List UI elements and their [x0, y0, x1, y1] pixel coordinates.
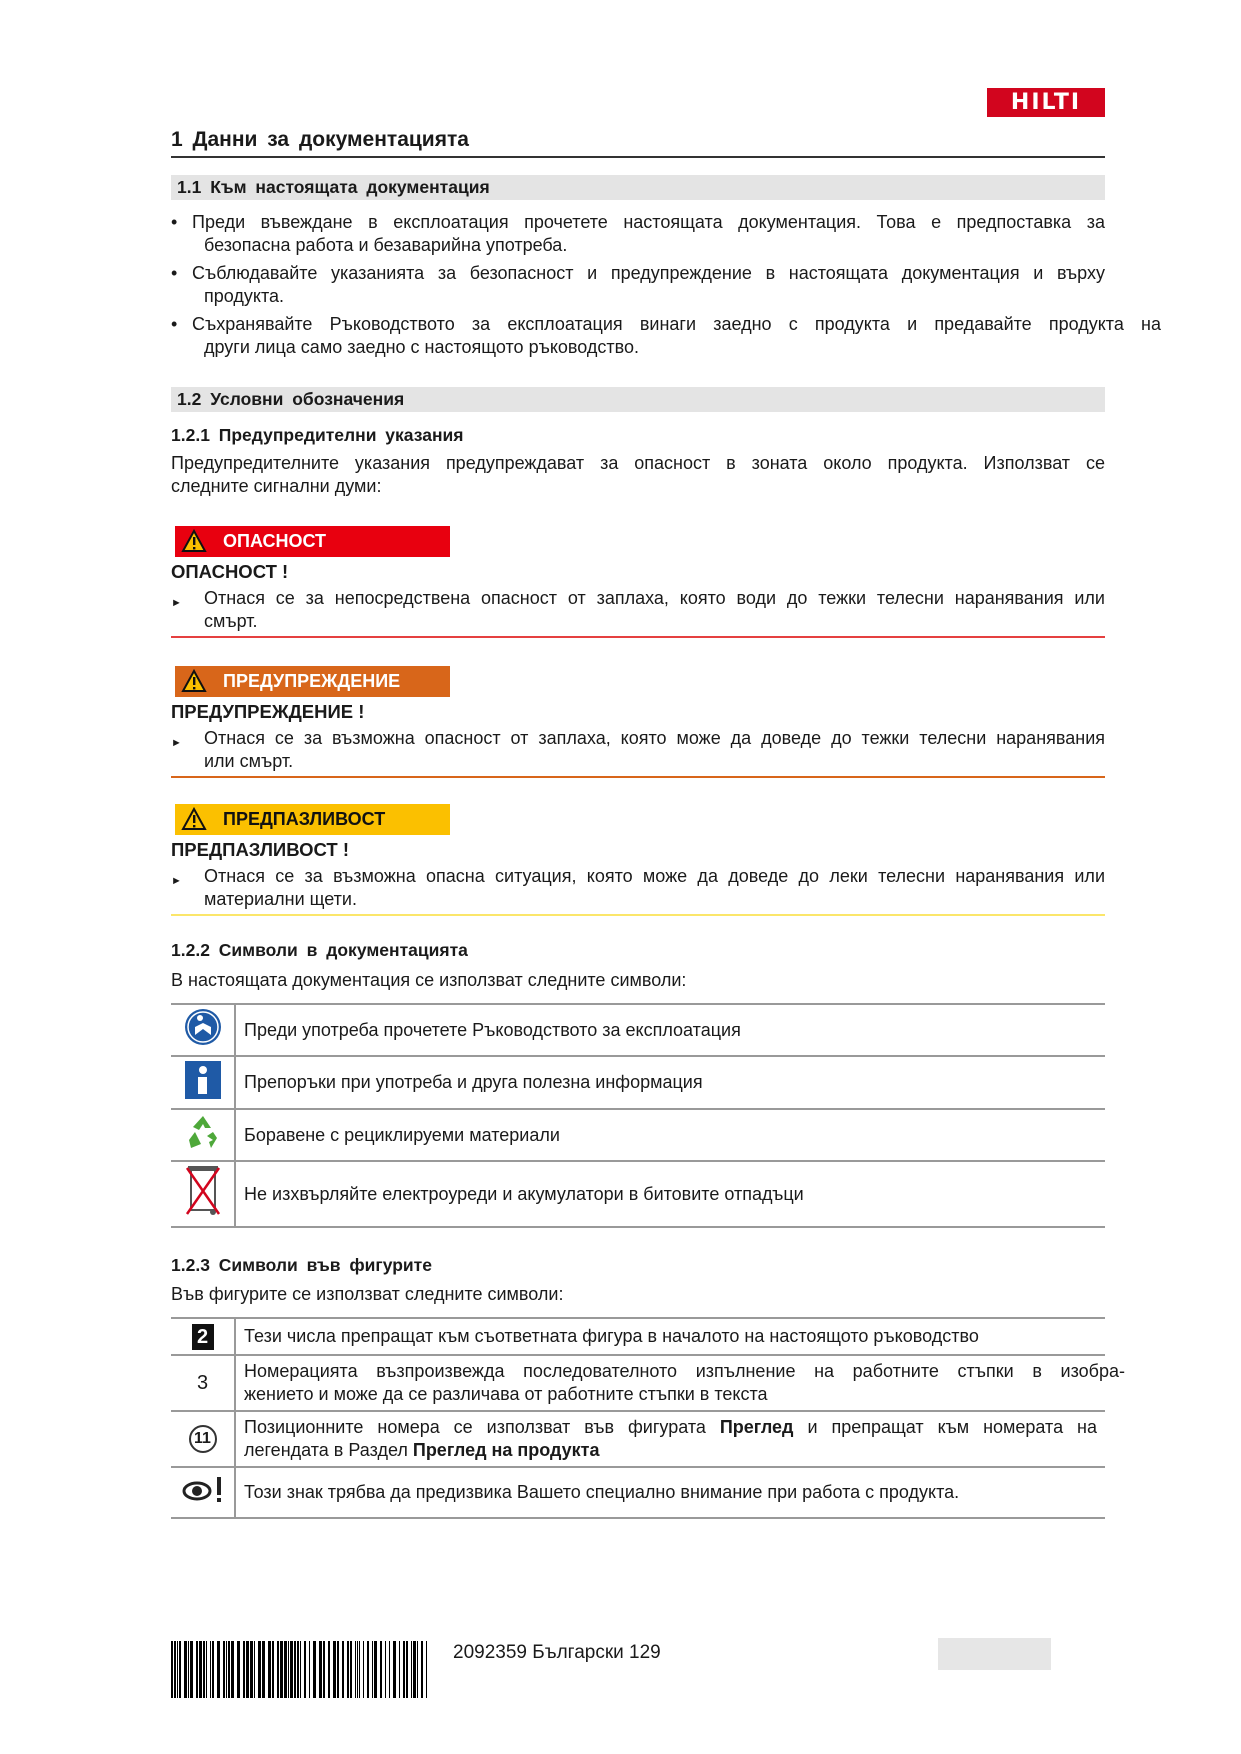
barcode-bar: [367, 1641, 369, 1698]
line: Съблюдавайте указанията за безопасност и предупреждение в настоящата документация и върху: [192, 263, 1105, 283]
barcode-bar: [372, 1641, 373, 1698]
separator: [171, 914, 1105, 916]
intro-paragraph: [171, 452, 1105, 498]
barcode-bar: [212, 1641, 214, 1698]
symbol-description: [244, 1439, 1097, 1462]
bold-text: Преглед: [719, 1417, 794, 1437]
barcode-bar: [359, 1641, 360, 1698]
table-row: [171, 1004, 1105, 1056]
barcode-bar: [284, 1641, 287, 1698]
info-icon: [184, 1060, 222, 1100]
barcode-bar: [323, 1641, 325, 1698]
barcode-bar: [426, 1641, 427, 1698]
symbol-description: Този знак трябва да предизвика Вашето специално внимание при работа с продукта.: [244, 1482, 960, 1502]
gray-box: [938, 1638, 1051, 1670]
label: ПРЕДПАЗЛИВОСТ: [223, 809, 386, 829]
signal-description: [171, 587, 1105, 633]
line: Преди въвеждане в експлоатация прочетете настоящата документация. Това е предпоставка за: [192, 212, 1105, 232]
line: Отнася се за непосредствена опасност от заплаха, която води до тежки телесни наранявания или: [204, 588, 1105, 608]
barcode-bar: [380, 1641, 382, 1698]
signal-heading: ОПАСНОСТ !: [171, 561, 289, 582]
table-row: [171, 1411, 1105, 1467]
barcode-bar: [231, 1641, 234, 1698]
barcode-bar: [196, 1641, 198, 1698]
barcode-bar: [294, 1641, 296, 1698]
signal-description: [171, 727, 1105, 773]
figure-number-symbol: 2: [192, 1324, 214, 1350]
signal-description: [171, 865, 1105, 911]
intro-paragraph: В настоящата документация се използват следните символи:: [171, 970, 687, 990]
barcode-bar: [177, 1641, 178, 1698]
line: Предупредителните указания предупреждават за опасност в зоната около продукта. Използват се: [171, 453, 1105, 473]
symbol-description: Тези числа препращат към съответната фигура в началото на настоящото ръководство: [244, 1326, 979, 1346]
section-1-2-3-title: 1.2.3 Символи във фигурите: [171, 1255, 432, 1275]
signal-word-label: [175, 526, 450, 557]
barcode-bar: [300, 1641, 301, 1698]
barcode-bar: [389, 1641, 390, 1698]
section-1-2-2-title: 1.2.2 Символи в документацията: [171, 940, 468, 960]
text: и препращат към номерата на: [793, 1417, 1098, 1437]
hilti-logo: HILTI: [987, 88, 1105, 117]
signal-heading: ПРЕДУПРЕЖДЕНИЕ !: [171, 701, 365, 722]
symbol-description: Не изхвърляйте електроуреди и акумулатори в битовите отпадъци: [235, 1161, 1105, 1227]
arrow-bullet-icon: ►: [171, 597, 182, 609]
barcode-bar: [203, 1641, 205, 1698]
barcode-bar: [277, 1641, 279, 1698]
barcode-bar: [399, 1641, 400, 1698]
barcode-bar: [243, 1641, 245, 1698]
symbol-description: Номерацията възпроизвежда последователното изпълнение на работните стъпки в изобра-: [244, 1361, 1125, 1381]
symbols-table: [171, 1003, 1105, 1228]
barcode-bar: [262, 1641, 265, 1698]
barcode-bar: [357, 1641, 358, 1698]
table-row: [171, 1161, 1105, 1227]
barcode-bar: [290, 1641, 293, 1698]
barcode-bar: [174, 1641, 176, 1698]
symbol-description: [244, 1416, 1097, 1439]
barcode-bar: [403, 1641, 405, 1698]
barcode-bar: [421, 1641, 423, 1698]
line: Отнася се за възможна опасна ситуация, която може да доведе до леки телесни наранявания или: [204, 866, 1105, 886]
barcode-bar: [355, 1641, 356, 1698]
eye-attention-icon: [181, 1475, 225, 1505]
symbol-description: Боравене с рециклируеми материали: [235, 1109, 1105, 1161]
intro-paragraph: Във фигурите се използват следните символи:: [171, 1284, 564, 1304]
barcode-bar: [217, 1641, 220, 1698]
divider: [171, 156, 1105, 158]
position-number-symbol: 11: [189, 1425, 217, 1453]
bullet-list: [171, 211, 1161, 359]
table-row: [171, 1109, 1105, 1161]
barcode-bar: [309, 1641, 310, 1698]
arrow-bullet-icon: ►: [171, 875, 182, 887]
barcode-bar: [342, 1641, 344, 1698]
figure-symbols-table: [171, 1317, 1125, 1519]
list-item: • Съхранявайте Ръководството за експлоатация винаги заедно с продукта и предавайте продукта на други лица само заедно с настоящото ръководство.: [171, 314, 1161, 357]
barcode-bar: [254, 1641, 255, 1698]
list-item: • Съблюдавайте указанията за безопасност и предупреждение в настоящата документация и върху продукта.: [171, 263, 1105, 306]
step-number-symbol: 3: [196, 1371, 209, 1394]
text: легендата в Раздел: [244, 1440, 413, 1460]
symbol-description: Препоръки при употреба и друга полезна информация: [235, 1056, 1105, 1109]
table-row: [171, 1467, 1105, 1518]
signal-word-label: [175, 666, 450, 697]
barcode-bar: [258, 1641, 261, 1698]
barcode-bar: [297, 1641, 299, 1698]
table-row: [171, 1056, 1105, 1109]
line: други лица само заедно с настоящото ръководство.: [204, 337, 640, 357]
barcode-bar: [374, 1641, 377, 1698]
barcode-bar: [272, 1641, 274, 1698]
barcode-bar: [226, 1641, 227, 1698]
table-row: [171, 1318, 1105, 1355]
line: материални щети.: [204, 889, 357, 909]
barcode-bar: [393, 1641, 396, 1698]
arrow-bullet-icon: ►: [171, 737, 182, 749]
barcode-bar: [246, 1641, 249, 1698]
barcode-bar: [210, 1641, 211, 1698]
barcode-bar: [199, 1641, 202, 1698]
symbol-description: жението и може да се различава от работните стъпки в текста: [244, 1384, 768, 1404]
line: смърт.: [204, 611, 258, 631]
line: безопасна работа и безаварийна употреба.: [204, 235, 568, 255]
barcode-bar: [179, 1641, 181, 1698]
text: Позиционните номера се използват във фигурата: [244, 1417, 720, 1437]
barcode-bar: [304, 1641, 306, 1698]
barcode-bar: [184, 1641, 187, 1698]
barcode-bar: [363, 1641, 364, 1698]
barcode-bar: [347, 1641, 349, 1698]
barcode-bar: [288, 1641, 289, 1698]
separator: [171, 776, 1105, 778]
recycle-icon: [183, 1112, 223, 1152]
line: Съхранявайте Ръководството за експлоатация винаги заедно с продукта и предавайте продукта на: [192, 314, 1161, 334]
line: Отнася се за възможна опасност от заплаха, която може да доведе до тежки телесни наранявания: [204, 728, 1105, 748]
section-1-2-title: 1.2 Условни обозначения: [171, 387, 1105, 412]
chapter-title: 1 Данни за документацията: [171, 128, 469, 151]
barcode: [171, 1641, 429, 1698]
barcode-bar: [319, 1641, 322, 1698]
barcode-bar: [350, 1641, 352, 1698]
barcode-bar: [313, 1641, 316, 1698]
list-item: • Преди въвеждане в експлоатация прочетете настоящата документация. Това е предпоставка за безопасна работа и безаварийна употреба.: [171, 212, 1105, 255]
signal-word-label: [175, 804, 450, 835]
barcode-bar: [250, 1641, 253, 1698]
barcode-bar: [188, 1641, 189, 1698]
barcode-bar: [206, 1641, 207, 1698]
barcode-bar: [280, 1641, 283, 1698]
barcode-bar: [411, 1641, 412, 1698]
footer-text: 2092359 Български 129: [453, 1642, 661, 1663]
label: ПРЕДУПРЕЖДЕНИЕ: [223, 671, 401, 691]
label: ОПАСНОСТ: [223, 531, 327, 551]
barcode-bar: [328, 1641, 330, 1698]
symbol-description: Преди употреба прочетете Ръководството за експлоатация: [235, 1004, 1105, 1056]
barcode-bar: [223, 1641, 225, 1698]
barcode-bar: [385, 1641, 386, 1698]
no-trash-bin-icon: [183, 1162, 223, 1220]
line: следните сигнални думи:: [171, 476, 382, 496]
barcode-bar: [268, 1641, 271, 1698]
bold-text: Преглед на продукта: [412, 1440, 600, 1460]
barcode-bar: [413, 1641, 416, 1698]
barcode-bar: [237, 1641, 240, 1698]
barcode-bar: [417, 1641, 418, 1698]
signal-heading: ПРЕДПАЗЛИВОСТ !: [171, 839, 350, 860]
separator: [171, 636, 1105, 638]
line: продукта.: [204, 286, 285, 306]
section-1-2-1-title: 1.2.1 Предупредителни указания: [171, 425, 464, 445]
section-1-1-title: 1.1 Към настоящата документация: [171, 175, 1105, 200]
line: или смърт.: [204, 751, 294, 771]
barcode-bar: [190, 1641, 193, 1698]
barcode-bar: [228, 1641, 230, 1698]
barcode-bar: [171, 1641, 173, 1698]
read-manual-icon: [183, 1007, 223, 1047]
barcode-bar: [337, 1641, 339, 1698]
barcode-bar: [406, 1641, 408, 1698]
barcode-bar: [333, 1641, 336, 1698]
table-row: [171, 1355, 1105, 1411]
